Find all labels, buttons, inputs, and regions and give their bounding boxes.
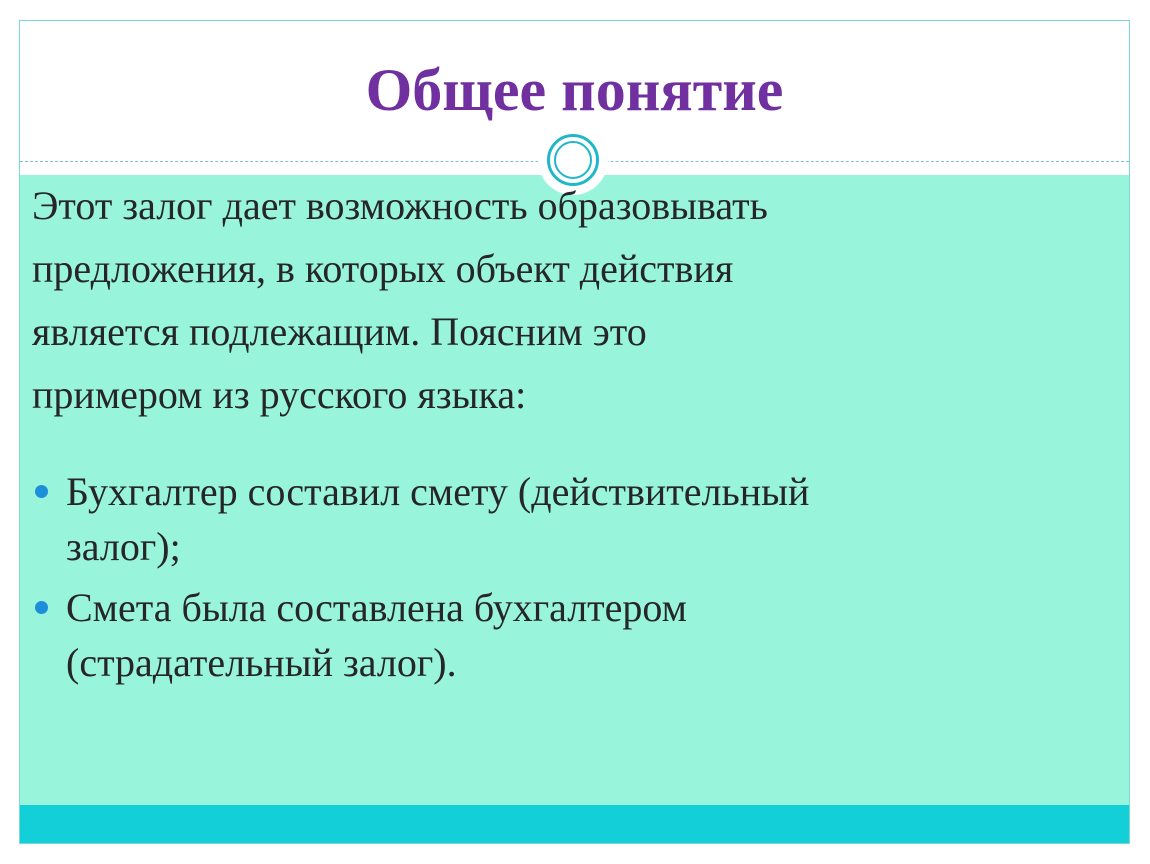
footer-band [20, 805, 1129, 844]
bullet-list [32, 464, 1092, 690]
bullet-line: (страдательный залог). [66, 640, 457, 685]
bullet-line: залог); [66, 524, 181, 569]
bullet-line: Бухгалтер составил смету (действительный [66, 469, 810, 514]
intro-line: Этот залог дает возможность образовывать [32, 183, 768, 228]
intro-line: предложения, в которых объект действия [32, 246, 734, 291]
bullet-dot-icon [35, 485, 48, 498]
bullet-item [32, 580, 1092, 690]
slide-body [32, 174, 1092, 696]
bullet-line: Смета была составлена бухгалтером [66, 585, 687, 630]
slide-title: Общее понятие [365, 57, 784, 123]
bullet-item [32, 464, 1092, 574]
intro-line: примером из русского языка: [32, 372, 527, 417]
bullet-dot-icon [35, 601, 48, 614]
intro-paragraph [32, 174, 1092, 426]
intro-line: является подлежащим. Поясним это [32, 309, 647, 354]
